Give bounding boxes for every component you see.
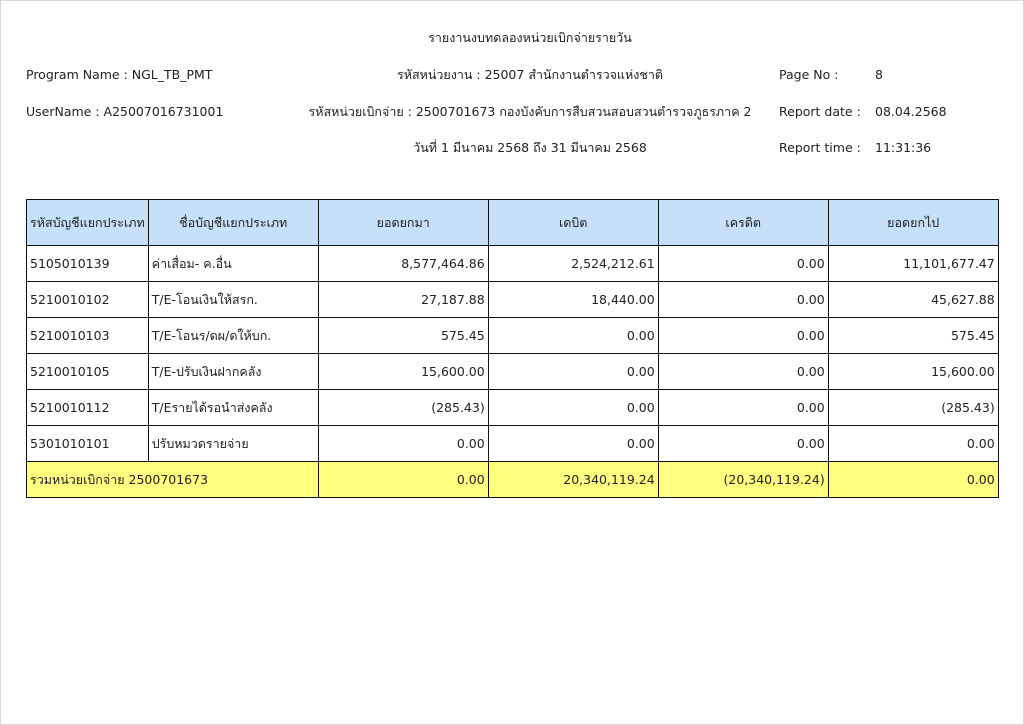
account-code-cell: 5105010139 <box>27 246 149 282</box>
carried-forward-cell: 0.00 <box>828 426 998 462</box>
brought-forward-cell: 27,187.88 <box>318 282 488 318</box>
account-name-cell: T/Eรายได้รอนำส่งคลัง <box>148 390 318 426</box>
col-header-carried-forward: ยอดยกไป <box>828 200 998 246</box>
page-no-value: 8 <box>875 67 883 82</box>
report-time-value: 11:31:36 <box>875 140 932 155</box>
account-code-cell: 5210010105 <box>27 354 149 390</box>
col-header-debit: เดบิต <box>488 200 658 246</box>
table-row <box>27 282 999 318</box>
carried-forward-cell: 15,600.00 <box>828 354 998 390</box>
disbursement-unit-code: รหัสหน่วยเบิกจ่าย : 2500701673 กองบังคับการสืบสวนสอบสวนตำรวจภูธรภาค 2 <box>308 104 752 119</box>
account-code-cell: 5210010102 <box>27 282 149 318</box>
page-no-label: Page No : <box>779 67 839 82</box>
total-debit-cell: 20,340,119.24 <box>488 462 658 498</box>
brought-forward-cell: (285.43) <box>318 390 488 426</box>
report-title: รายงานงบทดลองหน่วยเบิกจ่ายรายวัน <box>428 30 632 45</box>
debit-cell: 0.00 <box>488 354 658 390</box>
table-row <box>27 318 999 354</box>
credit-cell: 0.00 <box>658 426 828 462</box>
total-brought-forward-cell: 0.00 <box>318 462 488 498</box>
table-header-row <box>27 200 999 246</box>
carried-forward-cell: 45,627.88 <box>828 282 998 318</box>
col-header-account-name: ชื่อบัญชีแยกประเภท <box>148 200 318 246</box>
credit-cell: 0.00 <box>658 354 828 390</box>
account-code-cell: 5301010101 <box>27 426 149 462</box>
agency-code: รหัสหน่วยงาน : 25007 สำนักงานตำรวจแห่งชาติ <box>397 67 663 82</box>
carried-forward-cell: 11,101,677.47 <box>828 246 998 282</box>
table-row <box>27 354 999 390</box>
program-name: Program Name : NGL_TB_PMT <box>26 67 213 82</box>
total-credit-cell: (20,340,119.24) <box>658 462 828 498</box>
table-row <box>27 246 999 282</box>
trial-balance-table <box>26 199 999 498</box>
brought-forward-cell: 8,577,464.86 <box>318 246 488 282</box>
debit-cell: 2,524,212.61 <box>488 246 658 282</box>
brought-forward-cell: 15,600.00 <box>318 354 488 390</box>
total-row <box>27 462 999 498</box>
account-name-cell: T/E-ปรับเงินฝากคลัง <box>148 354 318 390</box>
report-time-label: Report time : <box>779 140 861 155</box>
credit-cell: 0.00 <box>658 282 828 318</box>
account-code-cell: 5210010103 <box>27 318 149 354</box>
account-name-cell: ค่าเสื่อม- ค.อื่น <box>148 246 318 282</box>
total-label-cell: รวมหน่วยเบิกจ่าย 2500701673 <box>27 462 319 498</box>
carried-forward-cell: (285.43) <box>828 390 998 426</box>
report-date-value: 08.04.2568 <box>875 104 947 119</box>
debit-cell: 0.00 <box>488 318 658 354</box>
brought-forward-cell: 0.00 <box>318 426 488 462</box>
debit-cell: 0.00 <box>488 390 658 426</box>
col-header-brought-forward: ยอดยกมา <box>318 200 488 246</box>
account-code-cell: 5210010112 <box>27 390 149 426</box>
brought-forward-cell: 575.45 <box>318 318 488 354</box>
debit-cell: 18,440.00 <box>488 282 658 318</box>
credit-cell: 0.00 <box>658 390 828 426</box>
col-header-account-code: รหัสบัญชีแยกประเภท <box>27 200 149 246</box>
account-name-cell: ปรับหมวดรายจ่าย <box>148 426 318 462</box>
table-row <box>27 426 999 462</box>
credit-cell: 0.00 <box>658 246 828 282</box>
carried-forward-cell: 575.45 <box>828 318 998 354</box>
report-date-label: Report date : <box>779 104 861 119</box>
user-name: UserName : A25007016731001 <box>26 104 224 119</box>
credit-cell: 0.00 <box>658 318 828 354</box>
report-period: วันที่ 1 มีนาคม 2568 ถึง 31 มีนาคม 2568 <box>413 140 647 155</box>
debit-cell: 0.00 <box>488 426 658 462</box>
total-carried-forward-cell: 0.00 <box>828 462 998 498</box>
account-name-cell: T/E-โอนเงินให้สรก. <box>148 282 318 318</box>
table-row <box>27 390 999 426</box>
col-header-credit: เครดิต <box>658 200 828 246</box>
account-name-cell: T/E-โอนร/ดผ/ดให้บก. <box>148 318 318 354</box>
